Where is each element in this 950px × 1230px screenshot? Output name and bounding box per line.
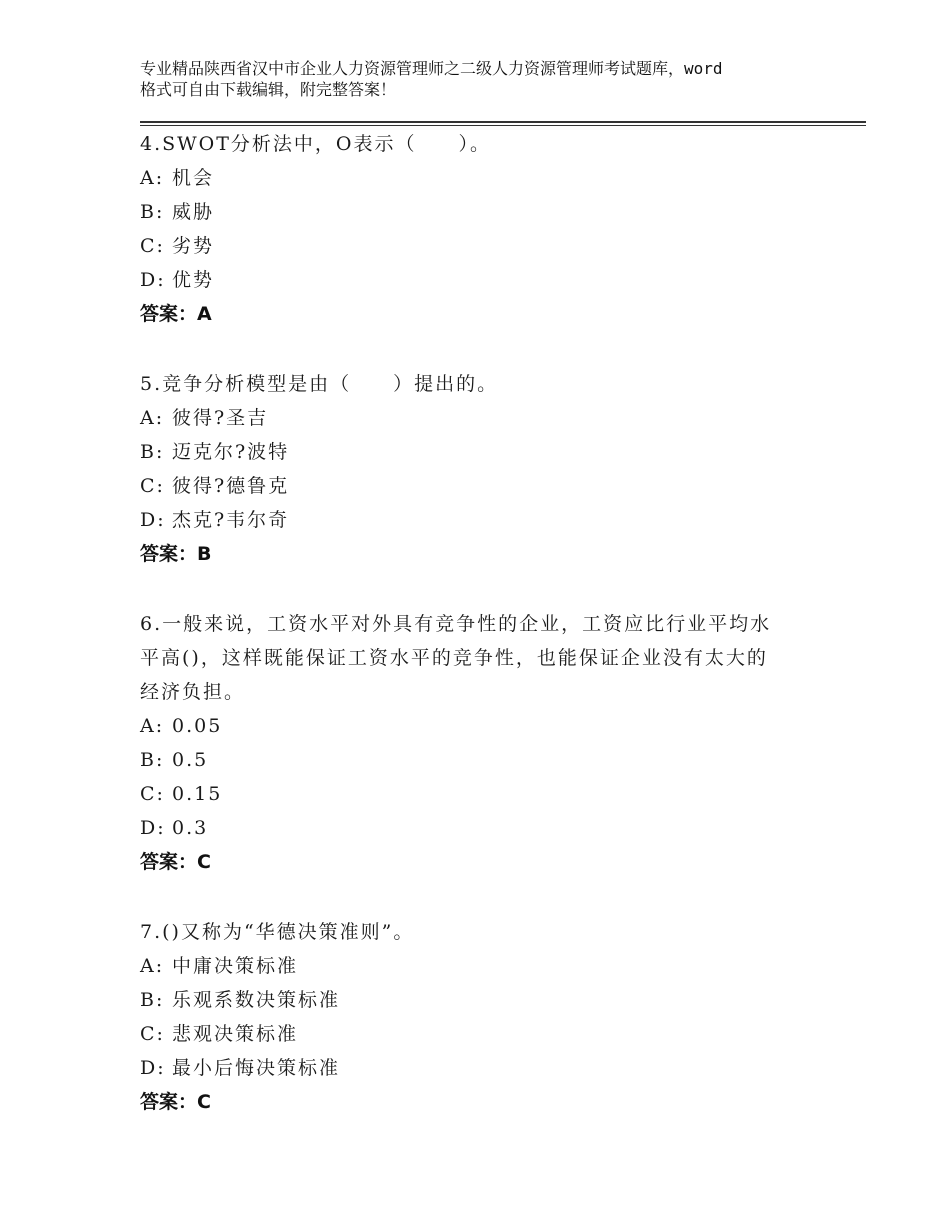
option-d — [140, 263, 800, 297]
option-letter: B: — [140, 441, 165, 463]
option-letter: B: — [140, 201, 165, 223]
option-c — [140, 229, 800, 263]
question-5 — [140, 367, 800, 571]
option-d — [140, 1051, 800, 1085]
answer-line: 答案：C — [140, 1091, 211, 1113]
answer-line: 答案：A — [140, 303, 212, 325]
option-b — [140, 195, 800, 229]
answer-line: 答案：C — [140, 851, 211, 873]
question-stem-line-2: 平高()，这样既能保证工资水平的竞争性，也能保证企业没有太大的 — [140, 647, 768, 669]
option-text: 劣势 — [172, 235, 215, 257]
option-a — [140, 161, 800, 195]
option-letter: A: — [140, 167, 165, 189]
question-stem: 5.竞争分析模型是由（ ）提出的。 — [140, 373, 499, 395]
option-text: 乐观系数决策标准 — [172, 989, 341, 1011]
option-a — [140, 949, 800, 983]
option-text: 0.15 — [172, 783, 223, 805]
option-text: 0.05 — [172, 715, 223, 737]
option-letter: B: — [140, 989, 165, 1011]
option-letter: D: — [140, 269, 166, 291]
option-letter: A: — [140, 715, 165, 737]
question-6 — [140, 607, 800, 879]
option-text: 中庸决策标准 — [172, 955, 299, 977]
option-letter: C: — [140, 235, 165, 257]
option-b — [140, 983, 800, 1017]
header-line-1: 专业精品陕西省汉中市企业人力资源管理师之二级人力资源管理师考试题库，word — [140, 59, 723, 78]
header-line-2: 格式可自由下载编辑，附完整答案！ — [140, 80, 397, 99]
option-letter: C: — [140, 1023, 165, 1045]
option-d — [140, 503, 800, 537]
option-letter: D: — [140, 817, 166, 839]
question-7 — [140, 915, 800, 1119]
option-letter: C: — [140, 475, 165, 497]
option-letter: D: — [140, 1057, 166, 1079]
header-rule-thin — [140, 125, 866, 126]
option-letter: D: — [140, 509, 166, 531]
option-text: 威胁 — [172, 201, 215, 223]
option-text: 0.5 — [172, 749, 209, 771]
option-text: 杰克?韦尔奇 — [172, 509, 290, 531]
option-text: 优势 — [172, 269, 215, 291]
option-letter: C: — [140, 783, 165, 805]
answer-line: 答案：B — [140, 543, 212, 565]
option-text: 0.3 — [172, 817, 209, 839]
option-text: 机会 — [172, 167, 215, 189]
option-letter: A: — [140, 407, 165, 429]
question-stem: 7.()又称为“华德决策准则”。 — [140, 921, 415, 943]
question-list — [140, 127, 800, 1155]
header-rule-thick — [140, 121, 866, 123]
document-header — [140, 58, 840, 100]
option-text: 彼得?圣吉 — [172, 407, 269, 429]
question-stem-line-1: 6.一般来说，工资水平对外具有竞争性的企业，工资应比行业平均水 — [140, 613, 772, 635]
option-text: 最小后悔决策标准 — [172, 1057, 341, 1079]
option-letter: A: — [140, 955, 165, 977]
option-text: 迈克尔?波特 — [172, 441, 290, 463]
option-a — [140, 709, 800, 743]
option-b — [140, 743, 800, 777]
option-b — [140, 435, 800, 469]
question-stem-line-3: 经济负担。 — [140, 681, 246, 703]
option-c — [140, 777, 800, 811]
question-stem: 4.SWOT分析法中，O表示（ ）。 — [140, 133, 491, 155]
question-4 — [140, 127, 800, 331]
option-text: 彼得?德鲁克 — [172, 475, 290, 497]
option-a — [140, 401, 800, 435]
option-c — [140, 1017, 800, 1051]
option-c — [140, 469, 800, 503]
option-text: 悲观决策标准 — [172, 1023, 299, 1045]
option-d — [140, 811, 800, 845]
option-letter: B: — [140, 749, 165, 771]
